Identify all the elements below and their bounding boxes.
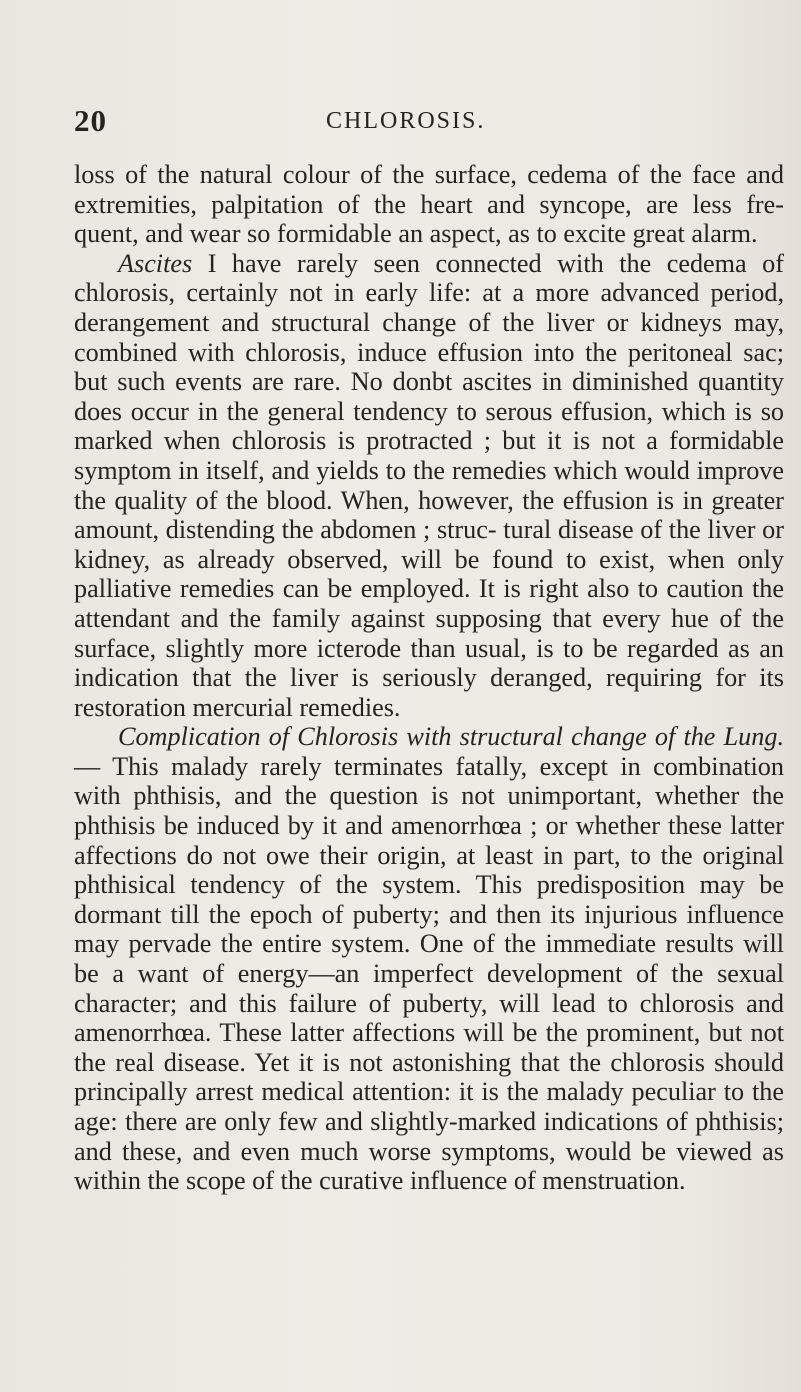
paragraph-3-lead: Complication of Chlorosis with structural change of the Lung. [118,722,784,752]
paragraph-2-text: I have rarely seen connected with the cedema of chlorosis, certainly not in early life: at a more advanced period, derangement and structural change of the liver or kidneys may, combined with chlorosis, induce effusion into the peritoneal sac; but such events are rare. No donbt ascites in diminished quantity does occur in the general tendency to serous effusion, which is so marked when chlorosis is protracted ; but it is not a formidable symptom in itself, and yields to the remedies which would improve the quality of the blood. When, however, the effusion is in greater amount, distending the abdomen ; struc- tural disease of the liver or kidney, as already observed, will be found to exist, when only palliative remedies can be employed. It is right also to caution the attendant and the family against supposing that every hue of the surface, slightly more icterode than usual, is to be regarded as an indication that the liver is seriously deranged, requiring for its restoration mercurial remedies. [74,248,784,722]
paragraph-2 [74,249,784,723]
body-text [74,160,784,1196]
running-title: CHLOROSIS. [326,108,486,134]
page-header [74,103,734,143]
paragraph-3 [74,722,784,1196]
paragraph-3-text: — This malady rarely terminates fatally, except in combination with phthisis, and the question is not unimportant, whether the phthisis be induced by it and amenorrhœa ; or whether these latter affections do not owe their origin, at least in part, to the original phthisical tendency of the system. This predisposition may be dormant till the epoch of puberty; and then its injurious influence may pervade the entire system. One of the immediate results will be a want of energy—an imperfect development of the sexual character; and this failure of puberty, will lead to chlorosis and amenorrhœa. These latter affections will be the prominent, but not the real disease. Yet it is not astonishing that the chlorosis should principally arrest medical attention: it is the malady peculiar to the age: there are only few and slightly-marked indications of phthisis; and these, and even much worse symptoms, would be viewed as within the scope of the curative influence of menstruation. [74,751,784,1196]
paragraph-1-text: loss of the natural colour of the surface, cedema of the face and extremities, palpitation of the heart and syncope, are less fre- quent, and wear so formidable an aspect, as to excite great alarm. [74,160,784,249]
paragraph-1 [74,160,784,249]
paragraph-2-lead: Ascites [118,248,193,278]
page-number: 20 [74,103,107,138]
